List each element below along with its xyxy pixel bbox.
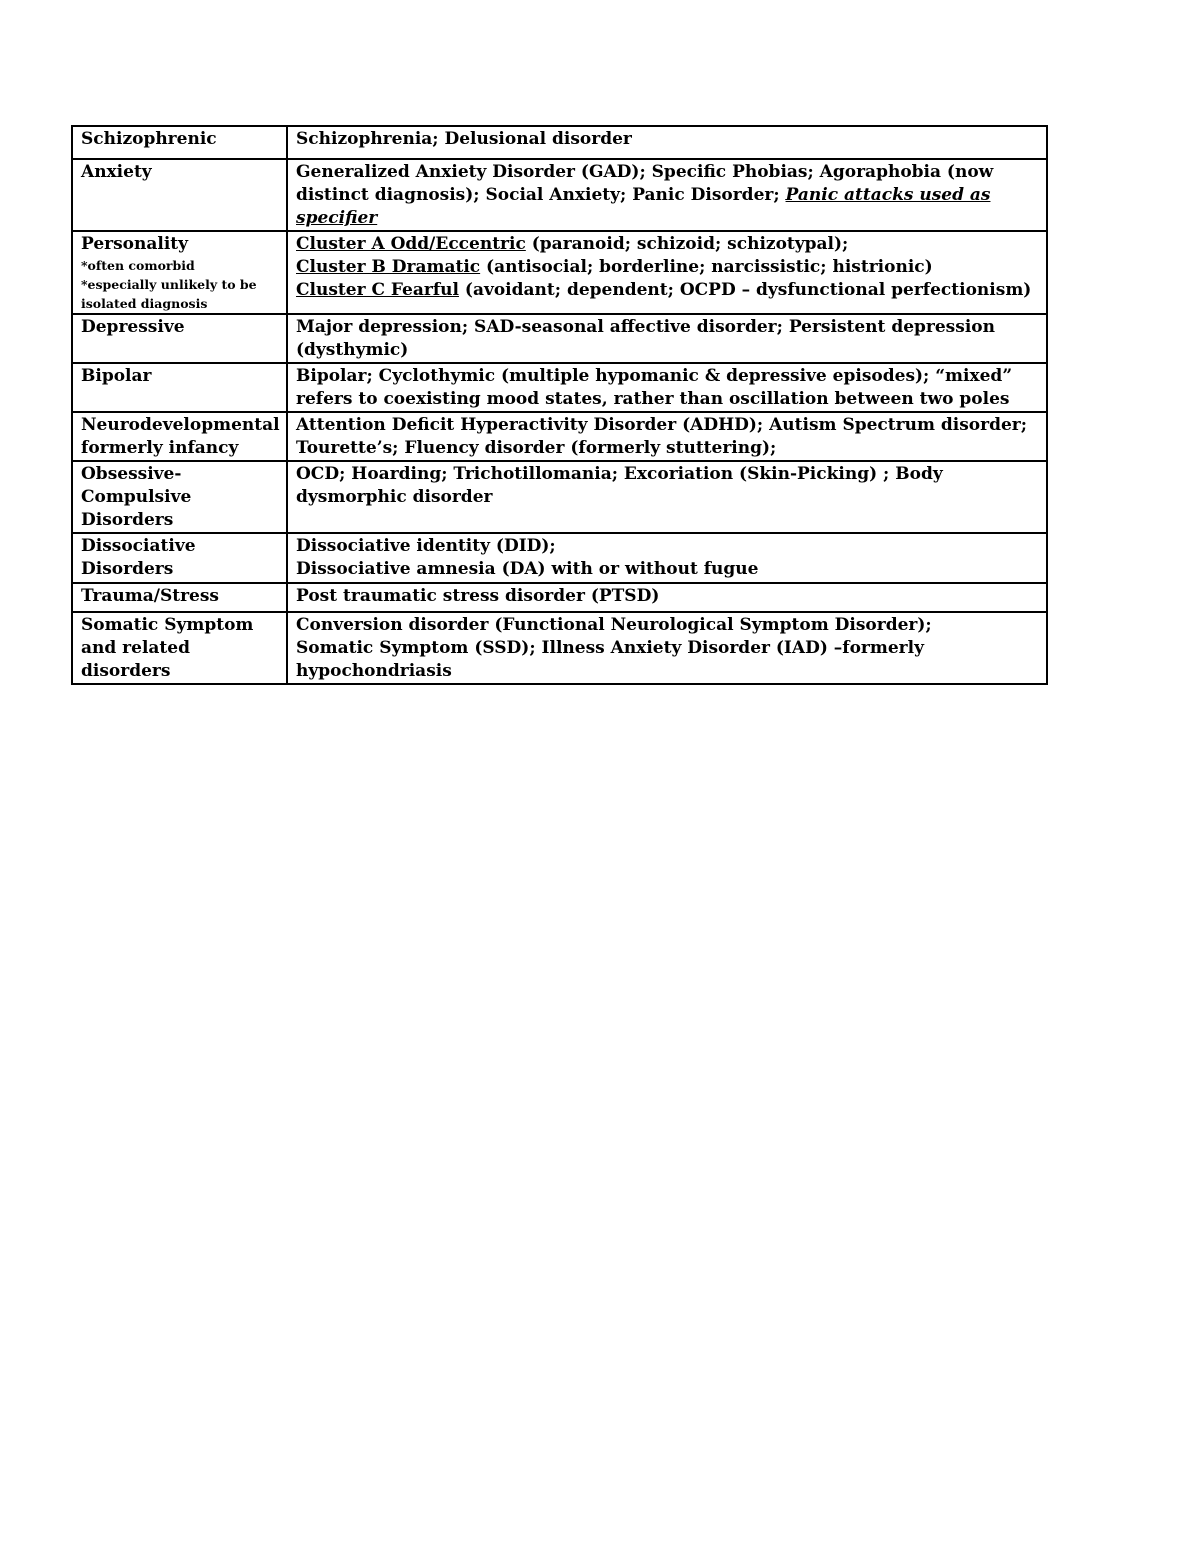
table-row <box>72 363 1047 412</box>
cluster-a-label: Cluster A Odd/Eccentric <box>296 234 526 254</box>
content-text: Generalized Anxiety Disorder (GAD); Specific Phobias; Agoraphobia (now distinct diagnosis); Social Anxiety; Panic Disorder; <box>296 162 994 205</box>
table-row <box>72 612 1047 684</box>
category-cell <box>72 231 287 314</box>
table-row <box>72 583 1047 612</box>
cluster-c-text: (avoidant; dependent; OCPD – dysfunctional perfectionism) <box>458 280 1032 300</box>
content-cell: Bipolar; Cyclothymic (multiple hypomanic & depressive episodes); “mixed” refers to coexisting mood states, rather than oscillation between two poles <box>287 363 1047 412</box>
table-row <box>72 533 1047 583</box>
table-row <box>72 461 1047 533</box>
category-cell: Somatic Symptom and related disorders <box>72 612 287 684</box>
cluster-a-line <box>296 233 1038 256</box>
cluster-b-text: (antisocial; borderline; narcissistic; histrionic) <box>480 257 933 277</box>
table-row <box>72 412 1047 461</box>
table-row <box>72 314 1047 363</box>
content-line: Dissociative identity (DID); <box>296 536 556 556</box>
category-cell: Anxiety <box>72 159 287 231</box>
content-line: Somatic Symptom (SSD); Illness Anxiety Disorder (IAD) –formerly hypochondriasis <box>296 638 924 681</box>
content-line: Dissociative amnesia (DA) with or without fugue <box>296 559 759 579</box>
content-cell: Attention Deficit Hyperactivity Disorder (ADHD); Autism Spectrum disorder; Tourette’s; Fluency disorder (formerly stuttering); <box>287 412 1047 461</box>
category-cell: Depressive <box>72 314 287 363</box>
content-cell <box>287 159 1047 231</box>
table-row <box>72 159 1047 231</box>
content-cell: Post traumatic stress disorder (PTSD) <box>287 583 1047 612</box>
table-row <box>72 231 1047 314</box>
table-row <box>72 126 1047 159</box>
isolated-diagnosis-note: *especially unlikely to be isolated diagnosis <box>81 277 257 311</box>
category-cell: Bipolar <box>72 363 287 412</box>
category-cell: Neurodevelopmental formerly infancy <box>72 412 287 461</box>
category-cell: Dissociative Disorders <box>72 533 287 583</box>
category-label: Personality <box>81 234 189 254</box>
category-cell: Obsessive-Compulsive Disorders <box>72 461 287 533</box>
content-cell: Major depression; SAD-seasonal affective disorder; Persistent depression (dysthymic) <box>287 314 1047 363</box>
content-cell <box>287 612 1047 684</box>
specifier-note: Panic attacks used as specifier <box>296 185 991 228</box>
content-cell <box>287 231 1047 314</box>
content-cell: OCD; Hoarding; Trichotillomania; Excoriation (Skin-Picking) ; Body dysmorphic disorder <box>287 461 1047 533</box>
cluster-b-label: Cluster B Dramatic <box>296 257 481 277</box>
disorder-category-table <box>71 125 1048 685</box>
cluster-a-text: (paranoid; schizoid; schizotypal); <box>525 234 849 254</box>
comorbid-note: *often comorbid <box>81 258 195 273</box>
cluster-b-line <box>296 256 1038 279</box>
cluster-c-line <box>296 279 1038 302</box>
content-line: Conversion disorder (Functional Neurological Symptom Disorder); <box>296 615 932 635</box>
content-cell <box>287 533 1047 583</box>
category-cell: Schizophrenic <box>72 126 287 159</box>
cluster-c-label: Cluster C Fearful <box>296 280 459 300</box>
content-cell: Schizophrenia; Delusional disorder <box>287 126 1047 159</box>
category-cell: Trauma/Stress <box>72 583 287 612</box>
